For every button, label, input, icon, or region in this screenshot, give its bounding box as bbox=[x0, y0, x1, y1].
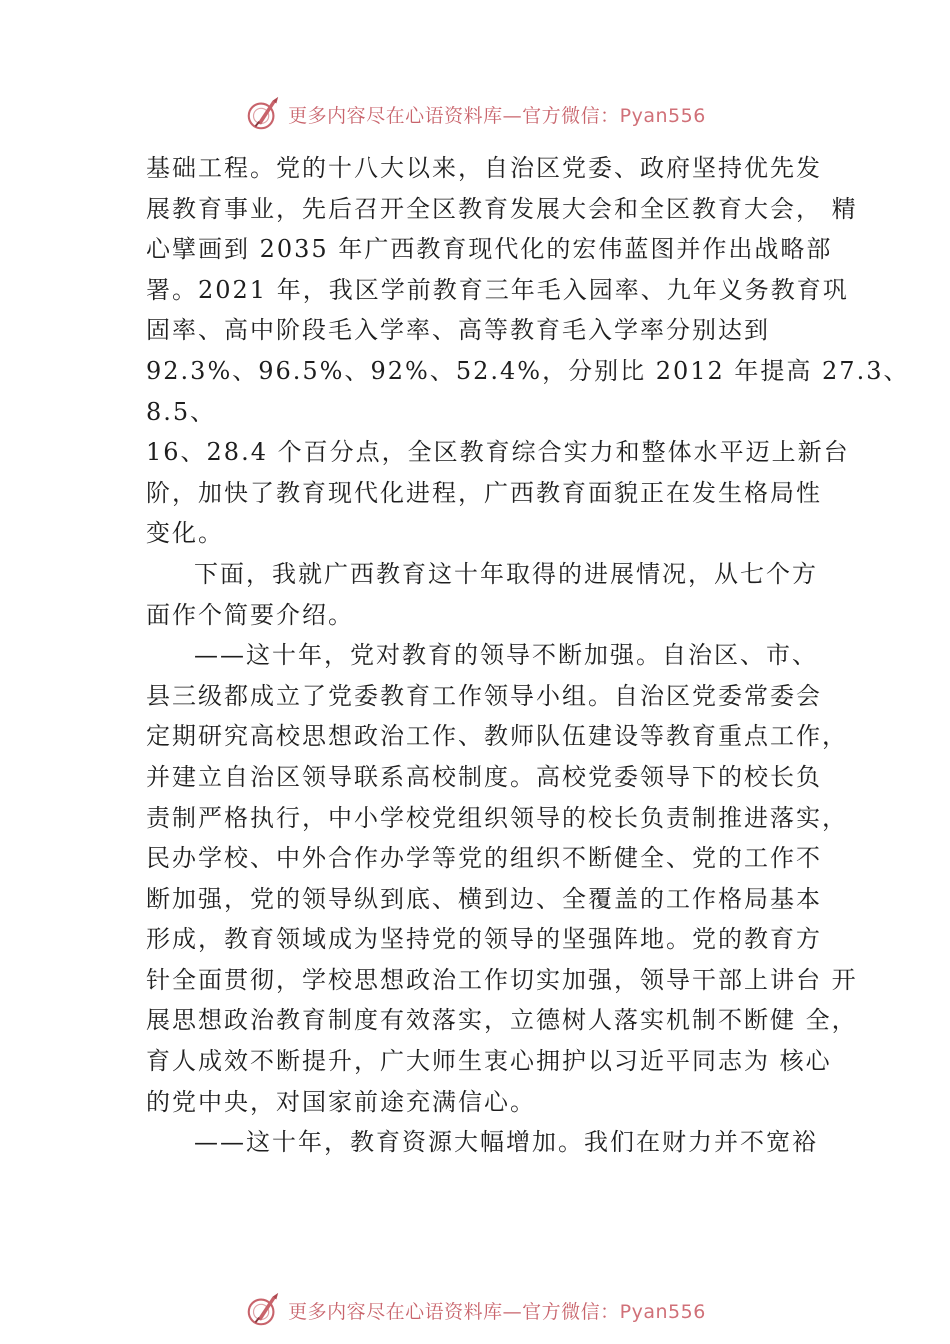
footer-banner bbox=[0, 1288, 950, 1332]
body-line: 并建立自治区领导联系高校制度。高校党委领导下的校长负 bbox=[146, 762, 822, 791]
quill-pen-seal-icon bbox=[244, 95, 282, 133]
body-line: 固率、高中阶段毛入学率、高等教育毛入学率分别达到 bbox=[146, 316, 770, 345]
document-body bbox=[146, 148, 910, 1163]
body-line: 定期研究高校思想政治工作、教师队伍建设等教育重点工作， bbox=[146, 722, 848, 751]
body-line: 面作个简要介绍。 bbox=[146, 600, 354, 629]
body-line: 育人成效不断提升，广大师生衷心拥护以习近平同志为 核心 bbox=[146, 1047, 832, 1076]
body-line: 16、28.4 个百分点，全区教育综合实力和整体水平迈上新台 bbox=[146, 438, 850, 467]
body-line: 民办学校、中外合作办学等党的组织不断健全、党的工作不 bbox=[146, 844, 822, 873]
header-wechat-id: Pyan556 bbox=[619, 104, 706, 127]
body-line: 责制严格执行，中小学校党组织领导的校长负责制推进落实， bbox=[146, 803, 848, 832]
paragraph-first-line: 下面，我就广西教育这十年取得的进展情况，从七个方 bbox=[194, 559, 818, 588]
body-line: 心擘画到 2035 年广西教育现代化的宏伟蓝图并作出战略部 bbox=[146, 235, 833, 264]
body-line: 阶，加快了教育现代化进程，广西教育面貌正在发生格局性 bbox=[146, 478, 822, 507]
body-line: 针全面贯彻，学校思想政治工作切实加强，领导干部上讲台 开 bbox=[146, 965, 858, 994]
body-line: 断加强，党的领导纵到底、横到边、全覆盖的工作格局基本 bbox=[146, 884, 822, 913]
body-line: 8.5、 bbox=[146, 397, 217, 426]
paragraph-first-line: ——这十年，教育资源大幅增加。我们在财力并不宽裕 bbox=[194, 1128, 818, 1157]
body-line: 的党中央，对国家前途充满信心。 bbox=[146, 1087, 536, 1116]
header-promo-text: 更多内容尽在心语资料库—官方微信： bbox=[288, 104, 620, 127]
quill-pen-seal-icon bbox=[244, 1291, 282, 1329]
body-line: 形成，教育领域成为坚持党的领导的坚强阵地。党的教育方 bbox=[146, 925, 822, 954]
body-line: 展教育事业，先后召开全区教育发展大会和全区教育大会， 精 bbox=[146, 194, 858, 223]
body-line: 县三级都成立了党委教育工作领导小组。自治区党委常委会 bbox=[146, 681, 822, 710]
body-line: 署。2021 年，我区学前教育三年毛入园率、九年义务教育巩 bbox=[146, 275, 849, 304]
footer-promo-text: 更多内容尽在心语资料库—官方微信： bbox=[288, 1300, 620, 1323]
body-line: 基础工程。党的十八大以来，自治区党委、政府坚持优先发 bbox=[146, 154, 822, 182]
body-line: 展思想政治教育制度有效落实，立德树人落实机制不断健 全， bbox=[146, 1006, 858, 1035]
body-line: 92.3%、96.5%、92%、52.4%，分别比 2012 年提高 27.3、 bbox=[146, 356, 910, 385]
footer-wechat-id: Pyan556 bbox=[619, 1300, 706, 1323]
body-line: 变化。 bbox=[146, 519, 224, 548]
footer-banner-text bbox=[288, 1297, 706, 1324]
header-banner-text bbox=[288, 101, 706, 128]
paragraph-first-line: ——这十年，党对教育的领导不断加强。自治区、市、 bbox=[194, 641, 818, 670]
header-banner bbox=[0, 92, 950, 136]
